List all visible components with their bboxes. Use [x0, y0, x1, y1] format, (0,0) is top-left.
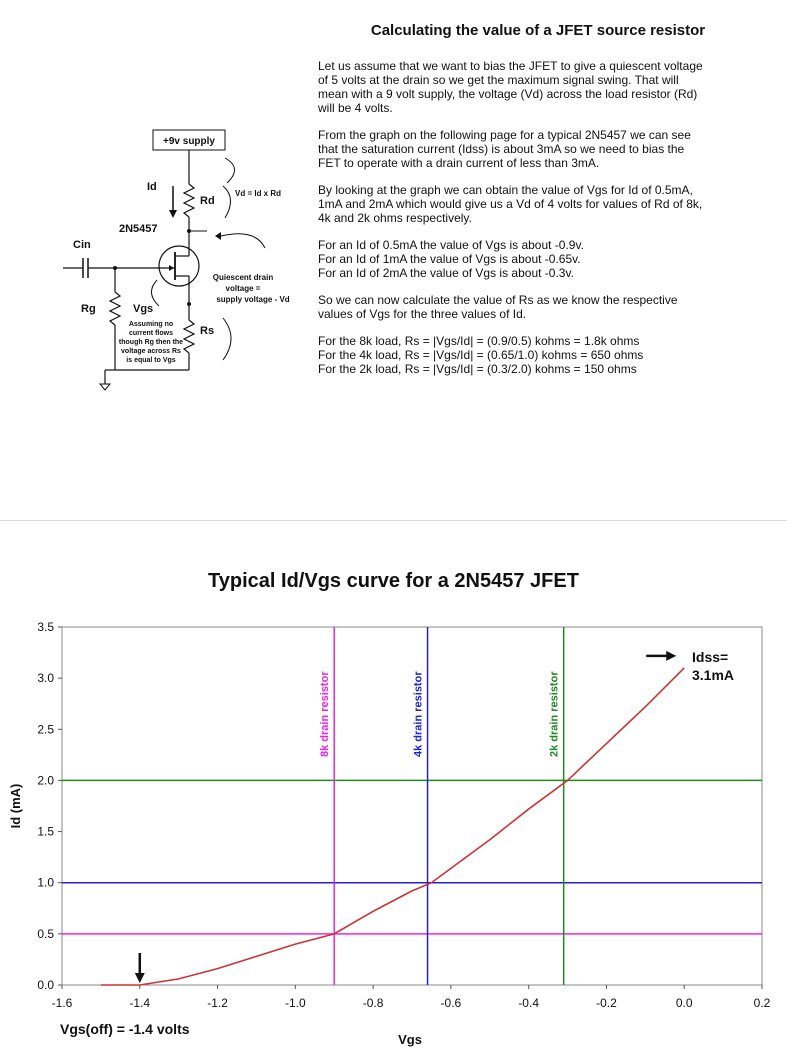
x-tick-label: -1.4 — [129, 996, 151, 1010]
document-section — [0, 0, 787, 500]
rg-label: Rg — [81, 303, 96, 315]
document-title: Calculating the value of a JFET source resistor — [370, 22, 706, 39]
y-tick-label: 1.5 — [37, 824, 54, 839]
idss-label-line2: 3.1mA — [692, 667, 735, 683]
y-tick-label: 2.0 — [37, 773, 54, 788]
x-tick-label: 0.2 — [753, 996, 771, 1010]
y-axis-title: Id (mA) — [8, 783, 23, 829]
vgs-off-label: Vgs(off) = -1.4 volts — [60, 1021, 190, 1037]
section-divider — [0, 520, 787, 521]
document-body — [318, 59, 758, 389]
y-tick-label: 3.5 — [37, 620, 54, 634]
ground-icon — [100, 384, 110, 390]
quiescent-line2: voltage = — [225, 284, 261, 293]
cin-label: Cin — [73, 239, 91, 251]
paragraph-saturation: From the graph on the following page for a typical 2N5457 we can see that the saturation current (Idss) is about 3mA so we need to bias the FET to operate with a drain current of less than 3mA. — [318, 128, 691, 170]
paragraph-rs-results: For the 8k load, Rs = |Vgs/Id| = (0.9/0.5) kohms = 1.8k ohms For the 4k load, Rs = |Vgs/Id| = (0.65/1.0) kohms = 650 ohms For the 2k load, Rs = |Vgs/Id| = (0.3/2.0) kohms = 150 ohms — [318, 334, 644, 376]
paragraph-vgs-values: For an Id of 0.5mA the value of Vgs is about -0.9v. For an Id of 1mA the value of Vgs is about -0.65v. For an Id of 2mA the value of Vgs is about -0.3v. — [318, 238, 584, 280]
paragraph-graph-values: By looking at the graph we can obtain the value of Vgs for Id of 0.5mA, 1mA and 2mA which would give us a Vd of 4 volts for values of Rd of 8k, 4k and 2k ohms respectively. — [318, 183, 703, 225]
x-tick-label: -0.2 — [596, 996, 617, 1010]
x-tick-label: -1.6 — [51, 996, 73, 1010]
paragraph-assumption: Let us assume that we want to bias the JFET to give a quiescent voltage of 5 volts at the drain so we get the maximum signal swing. That will mean with a 9 volt supply, the voltage (Vd) across the load resistor (Rd) will be 4 volts. — [318, 59, 703, 115]
y-tick-label: 0.5 — [37, 926, 54, 941]
vgs-label: Vgs — [133, 303, 154, 315]
x-tick-label: -0.8 — [362, 996, 384, 1010]
rd-label: Rd — [200, 195, 215, 207]
y-tick-label: 3.0 — [37, 671, 54, 686]
x-tick-label: -1.2 — [207, 996, 228, 1010]
jfet-symbol — [159, 246, 199, 286]
note-line5: is equal to Vgs — [126, 357, 176, 364]
note-line4: voltage across Rs — [121, 348, 181, 355]
y-tick-label: 1.0 — [37, 875, 54, 890]
vline-label-0: 8k drain resistor — [319, 671, 332, 757]
idss-label-line1: Idss= — [692, 649, 729, 665]
note-line3: though Rg then the — [118, 339, 184, 346]
y-tick-label: 2.5 — [37, 722, 54, 737]
vline-label-2: 2k drain resistor — [548, 671, 561, 757]
jfet-circuit-diagram — [55, 128, 315, 408]
vd-equation: Vd = Id x Rd — [235, 189, 282, 198]
id-label: Id — [147, 181, 157, 193]
supply-label: +9v supply — [163, 136, 215, 147]
y-tick-label: 0.0 — [37, 978, 54, 992]
id-arrow-icon — [169, 210, 177, 218]
paragraph-calculate: So we can now calculate the value of Rs as we know the respective values of Vgs for the three values of Id. — [318, 293, 678, 321]
x-tick-label: -1.0 — [284, 996, 306, 1010]
note-line1: Assuming no — [128, 321, 174, 328]
x-tick-label: 0.0 — [675, 996, 693, 1010]
part-label: 2N5457 — [119, 223, 158, 235]
rs-resistor — [184, 320, 194, 353]
chart-title: Typical Id/Vgs curve for a 2N5457 JFET — [208, 570, 579, 592]
quiescent-line1: Quiescent drain — [212, 273, 274, 282]
rg-resistor — [110, 292, 120, 325]
x-tick-label: -0.4 — [518, 996, 540, 1010]
quiescent-line3: supply voltage - Vd — [216, 295, 290, 304]
rs-label: Rs — [200, 325, 215, 337]
rd-resistor — [184, 184, 194, 217]
x-tick-label: -0.6 — [440, 996, 462, 1010]
vline-label-1: 4k drain resistor — [412, 671, 425, 757]
note-line2: current flows — [129, 330, 173, 337]
x-axis-title: Vgs — [398, 1032, 422, 1047]
id-vgs-chart — [0, 600, 787, 1061]
